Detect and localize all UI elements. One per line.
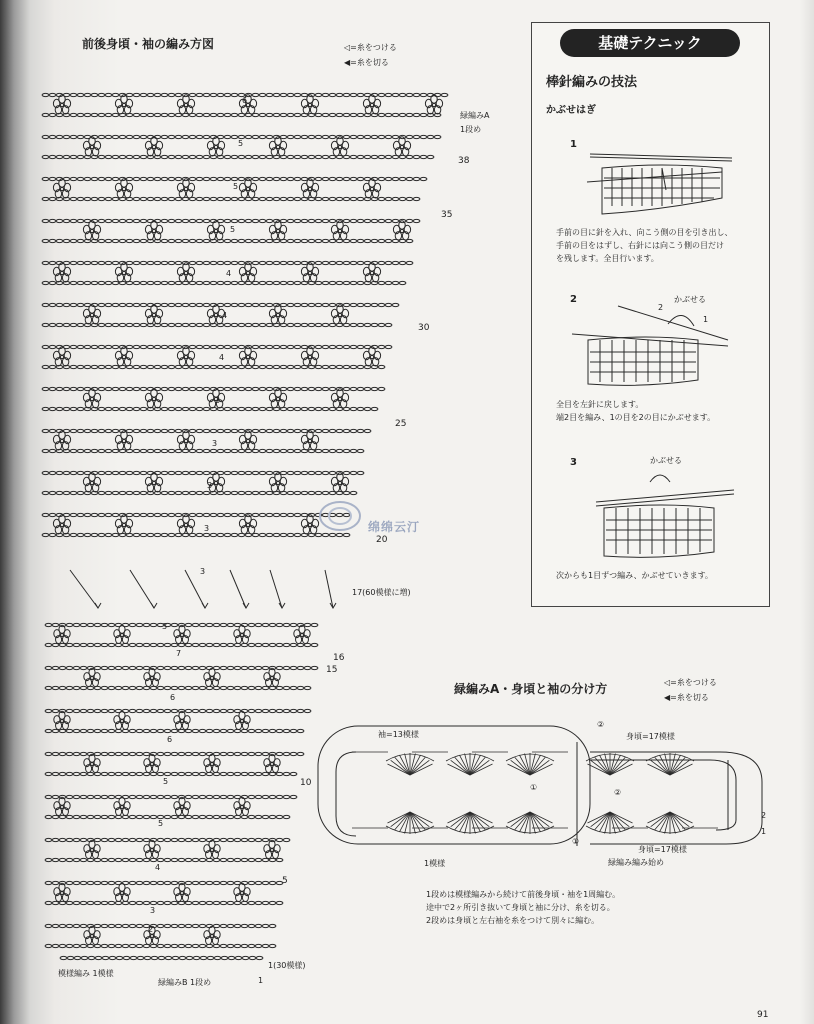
chain-count: 4 xyxy=(219,353,225,362)
chain-count: 3 xyxy=(212,439,218,448)
page-number: 91 xyxy=(757,1010,769,1020)
body-bottom-label: 身頃=17模様 xyxy=(638,845,687,854)
body-top-label: 身頃=17模様 xyxy=(626,732,675,741)
pattern-repeat-label: 模様編み 1模様 xyxy=(58,969,114,978)
row-38-label: 38 xyxy=(458,156,470,166)
row-35-label: 35 xyxy=(441,210,453,220)
chain-count: 3 xyxy=(204,524,210,533)
start-label: 緑編み編み始め xyxy=(608,858,664,867)
chain-count: 3 xyxy=(207,481,213,490)
step-3-number: 3 xyxy=(570,457,577,468)
one-repeat-label: 1模様 xyxy=(424,859,446,868)
row-16-label: 16 xyxy=(333,653,345,663)
chain-count: 5 xyxy=(158,819,164,828)
legend-solid-arrow-icon: ◀ xyxy=(344,58,351,67)
row-20-label: 20 xyxy=(376,535,388,545)
step-3-cover-label: かぶせる xyxy=(650,456,682,465)
fan-motif xyxy=(386,753,434,775)
row-15-label: 15 xyxy=(326,665,338,675)
chain-count: 5 xyxy=(230,225,236,234)
watermark-text: 绵绵云汀 xyxy=(368,520,421,534)
chain-count: 2 xyxy=(148,925,154,934)
fan-motif xyxy=(646,812,694,834)
legend-open-arrow-icon: ◁ xyxy=(344,43,351,52)
technique-heading: 棒針編みの技法 xyxy=(546,75,638,90)
row-30-label: 30 xyxy=(418,323,430,333)
chain-row xyxy=(412,752,448,828)
division-notes: 1段めは模様編みから続けて前後身頃・袖を1周編む。 途中で2ヶ所引き抜いて身頃と袖に分け、糸を切る。 2段めは身頃と左右袖を糸をつけて別々に編む。 xyxy=(426,890,621,925)
chart-title: 前後身頃・袖の編み方図 xyxy=(82,37,215,51)
fan-motif xyxy=(446,812,494,834)
chain-row xyxy=(352,752,388,828)
edge-a-label: 緑編みA xyxy=(460,111,490,120)
row-25-label: 25 xyxy=(395,419,407,429)
fan-motif xyxy=(646,753,694,775)
row-1-30-label: 1(30模様) xyxy=(268,961,306,970)
step-2-number: 2 xyxy=(570,294,577,305)
chain-row xyxy=(532,752,568,828)
mark-1-left: ① xyxy=(530,783,538,792)
chain-count: 6 xyxy=(170,693,176,702)
step-1-number: 1 xyxy=(570,139,577,150)
step-1-text: 手前の目に針を入れ、向こう側の目を引き出し、 手前の目をはずし、右針には向こう側の目だけ を残します。全目行います。 xyxy=(556,228,733,263)
chain-count: 5 xyxy=(163,777,169,786)
legend-attach-label: ◁=糸をつける xyxy=(344,43,397,52)
chain-count: 6 xyxy=(242,96,248,105)
step-2-cover-label: かぶせる xyxy=(674,295,706,304)
fan-motif xyxy=(586,812,634,834)
bottom-legend-attach: ◁=糸をつける xyxy=(664,678,717,687)
chain-row xyxy=(472,752,508,828)
mark-2-top: ② xyxy=(597,720,605,729)
chain-count: 4 xyxy=(222,311,228,320)
row-10-label: 10 xyxy=(300,778,312,788)
step-2-n2: 2 xyxy=(658,303,664,312)
right-n1: 1 xyxy=(761,827,767,836)
right-n2: 2 xyxy=(761,811,767,820)
bottom-title: 緑編みA・身頃と袖の分け方 xyxy=(454,682,608,696)
step-3-text: 次からも1目ずつ編み、かぶせていきます。 xyxy=(556,571,713,580)
mark-1-bottom: ① xyxy=(572,837,580,846)
row-1b-label: 1 xyxy=(258,976,264,985)
fan-motif xyxy=(446,753,494,775)
legend-open-arrow-icon: ◁ xyxy=(664,678,671,687)
row-5-label: 5 xyxy=(282,876,288,886)
step-2-text: 全目を左針に戻します。 端2目を編み、1の目を2の目にかぶせます。 xyxy=(556,400,716,422)
chain-row xyxy=(682,752,718,828)
row-1-label: 1段め xyxy=(460,125,482,134)
sleeve-label: 袖=13模様 xyxy=(378,730,419,739)
bottom-legend-cut: ◀=糸を切る xyxy=(664,693,709,702)
mark-2-mid: ② xyxy=(614,788,622,797)
chain-count: 7 xyxy=(176,649,182,658)
legend-solid-arrow-icon: ◀ xyxy=(664,693,671,702)
chain-count: 4 xyxy=(226,269,232,278)
chain-count: 4 xyxy=(155,863,161,872)
chain-count: 5 xyxy=(238,139,244,148)
chain-count: 5 xyxy=(233,182,239,191)
legend-cut-label: ◀=糸を切る xyxy=(344,58,389,67)
fan-motif xyxy=(506,812,554,834)
fan-motif xyxy=(586,753,634,775)
row-17-label: 17(60模様に増) xyxy=(352,588,411,597)
edge-b-label: 緑編みB 1段め xyxy=(158,978,212,987)
chain-count: 3 xyxy=(150,906,156,915)
chain-count: 6 xyxy=(167,735,173,744)
chain-count: 3 xyxy=(200,567,206,576)
chain-count: 3 xyxy=(215,396,221,405)
technique-sub: かぶせはぎ xyxy=(546,105,596,116)
chain-count: 3 xyxy=(162,622,168,631)
fan-motif xyxy=(386,812,434,834)
fan-motif xyxy=(506,753,554,775)
technique-badge: 基礎テクニック xyxy=(560,29,740,57)
step-2-n1: 1 xyxy=(703,315,709,324)
